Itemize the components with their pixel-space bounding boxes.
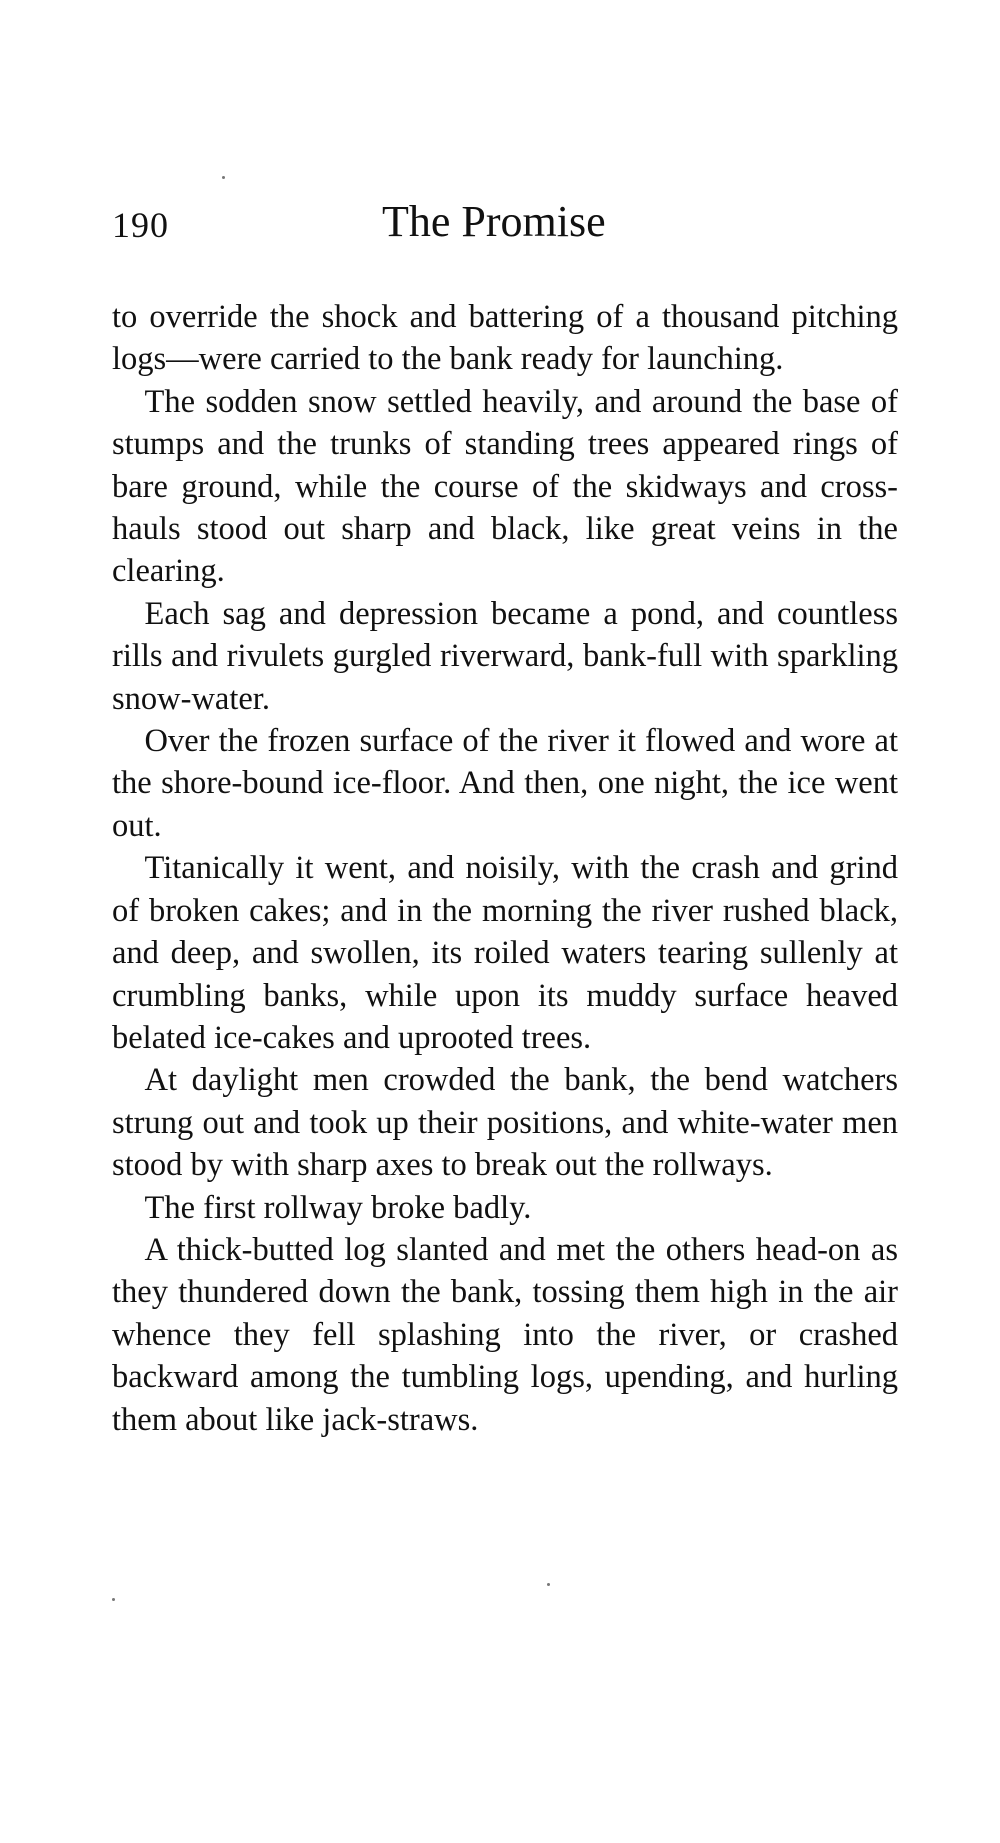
paragraph: Over the frozen surface of the river it flowed and wore at the shore-bound ice-floor. And then, one night, the ice went out. [112, 723, 898, 844]
paragraph: The sodden snow settled heavily, and around the base of stumps and the trunks of standing trees appeared rings of bare ground, while the course of the skidways and cross-hauls stood out sharp and black, like great veins in the clearing. [112, 383, 898, 590]
running-title: The Promise [382, 197, 606, 246]
body-text [112, 296, 898, 1441]
scan-speck [222, 176, 225, 179]
scan-speck [112, 1598, 115, 1601]
scan-speck [547, 1583, 550, 1586]
paragraph: Titanically it went, and noisily, with the crash and grind of broken cakes; and in the morning the river rushed black, and deep, and swollen, its roiled waters tearing sullenly at crumbling banks, while upon its muddy surface heaved belated ice-cakes and uprooted trees. [112, 850, 898, 1056]
paragraph: The first rollway broke badly. [144, 1189, 532, 1226]
page-header [112, 196, 912, 256]
page-number: 190 [112, 205, 169, 245]
paragraph: Each sag and depression became a pond, and countless rills and rivulets gurgled riverward, bank-full with sparkling snow-water. [112, 595, 898, 717]
paragraph: A thick-butted log slanted and met the others head-on as they thundered down the bank, tossing them high in the air whence they fell splashing into the river, or crashed backward among the tumbling logs, upending, and hurling them about like jack-straws. [112, 1231, 898, 1438]
paragraph-continued: to override the shock and battering of a thousand pitching logs—were carried to the bank ready for launching. [112, 299, 898, 378]
paragraph: At daylight men crowded the bank, the bend watchers strung out and took up their positions, and white-water men stood by with sharp axes to break out the rollways. [112, 1062, 898, 1184]
